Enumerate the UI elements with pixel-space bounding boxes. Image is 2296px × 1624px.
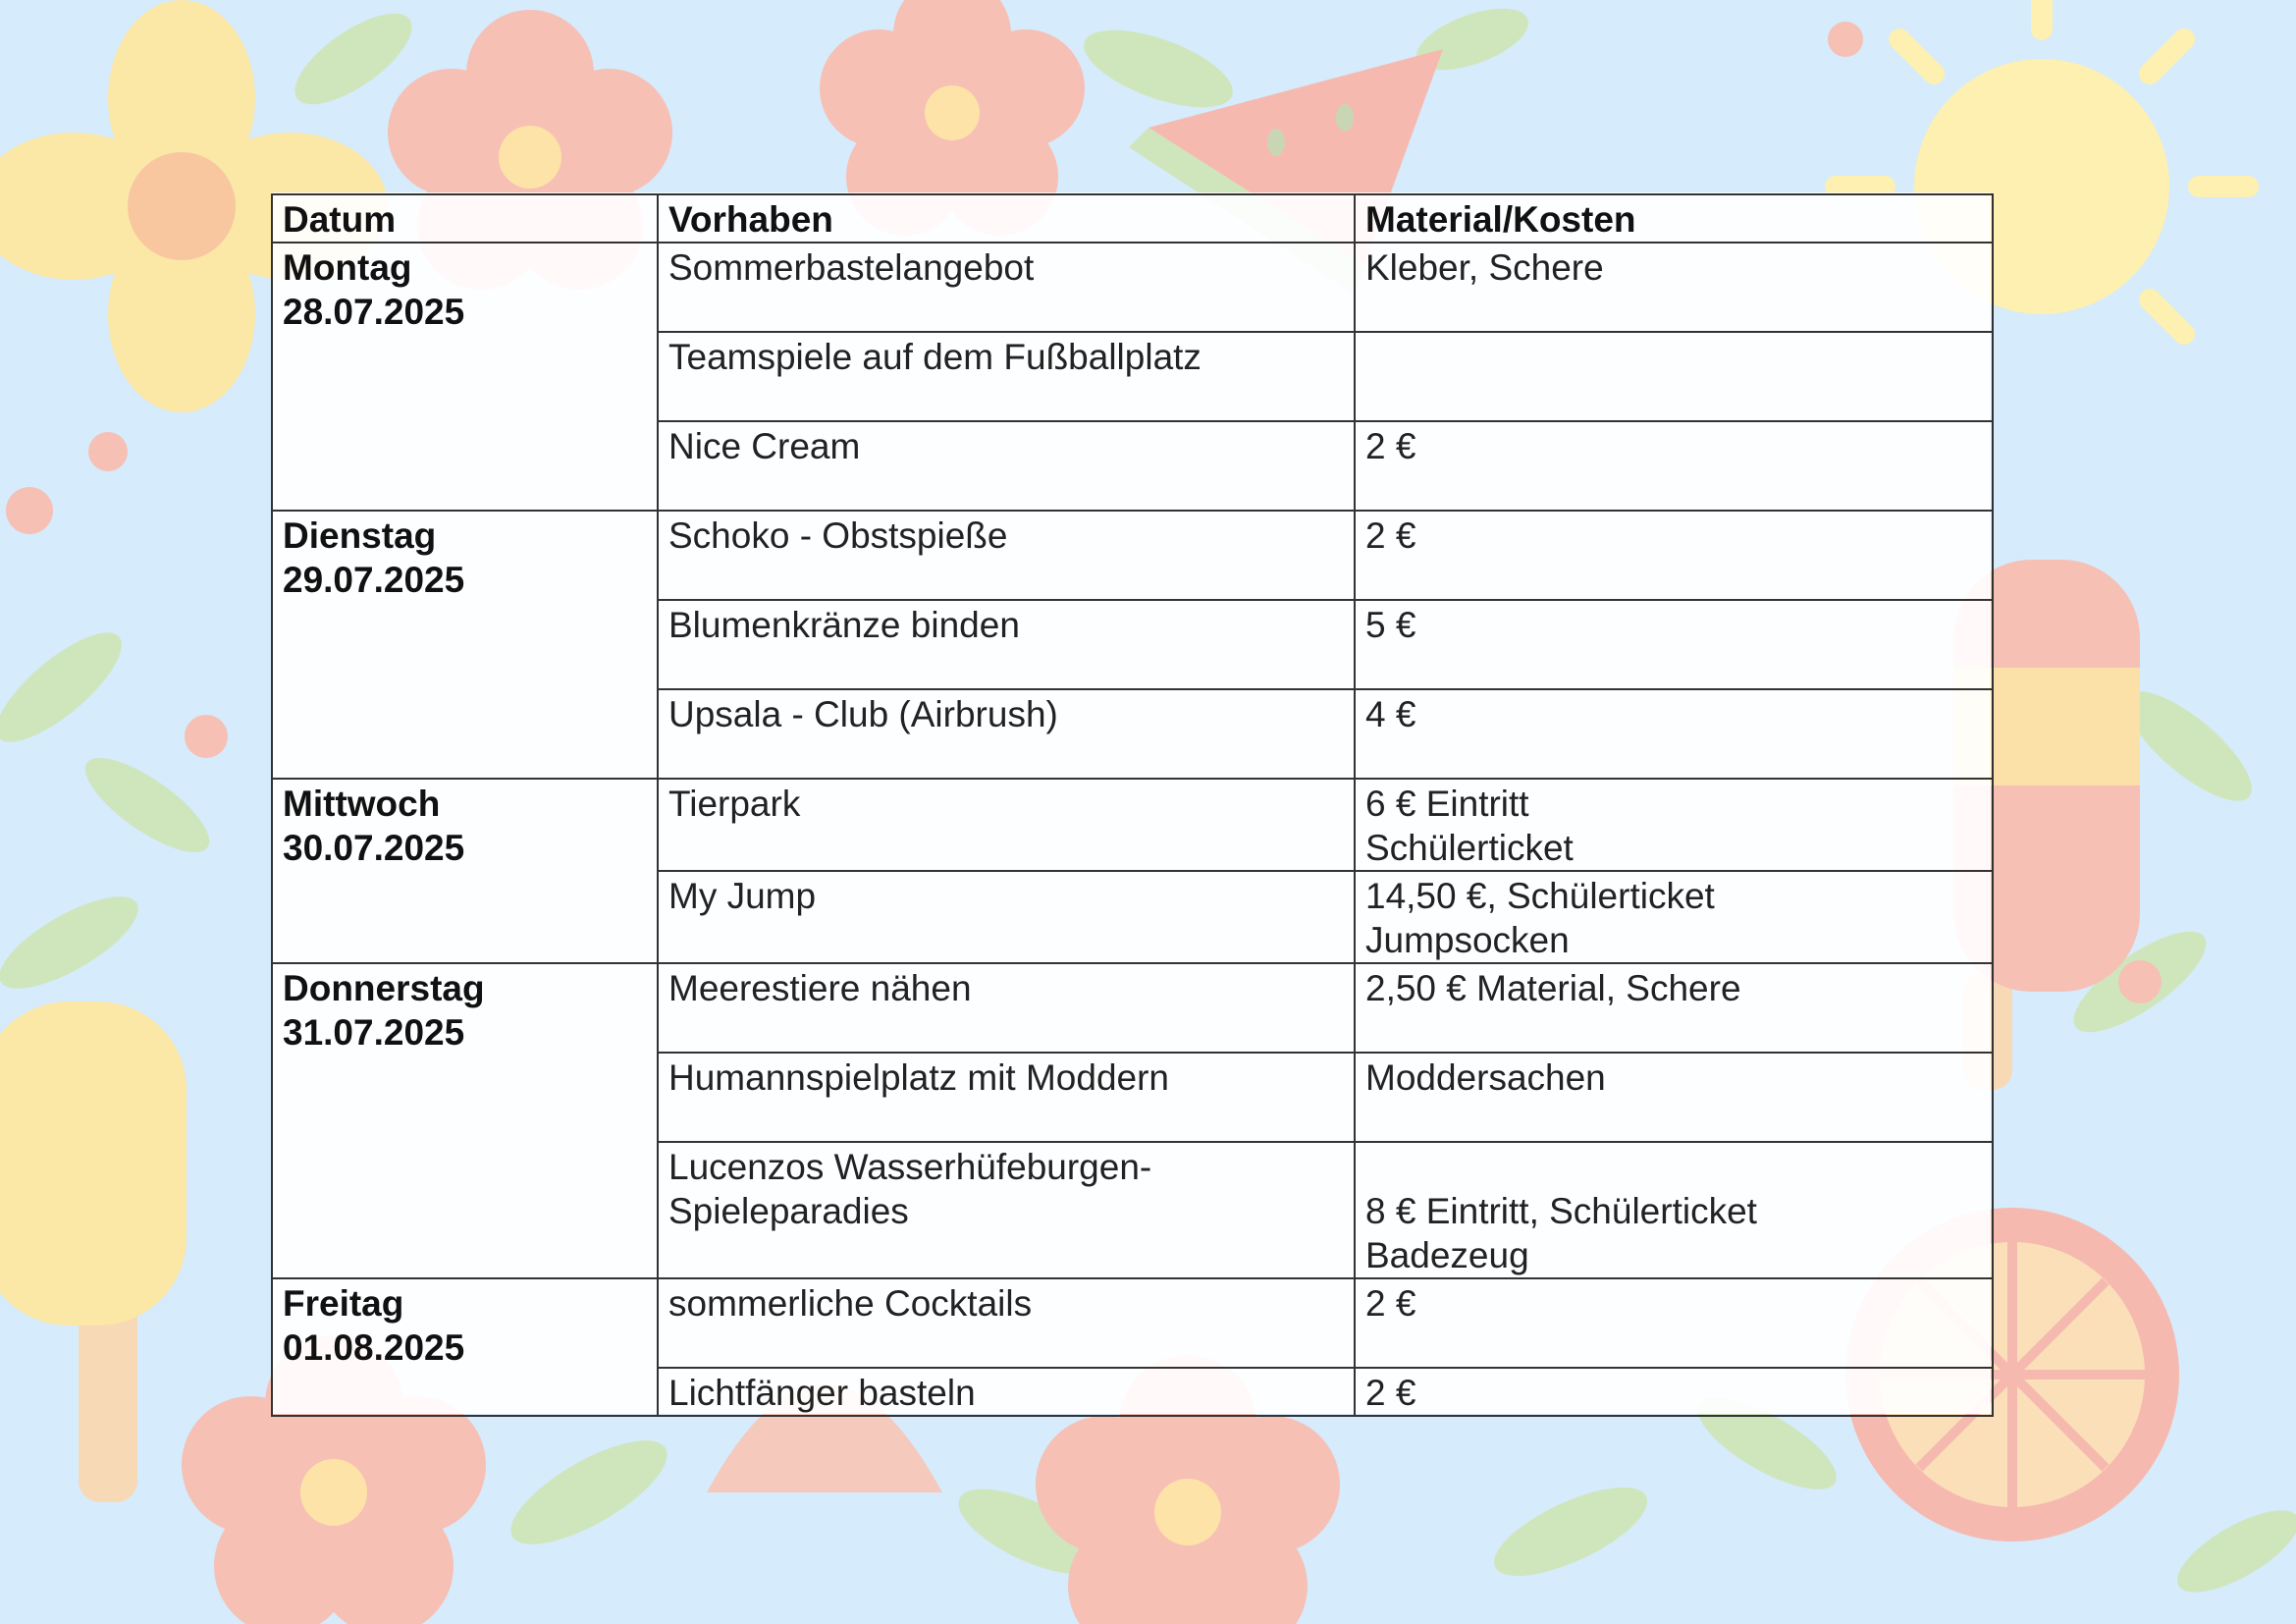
plan-cell: Blumenkränze binden [658,600,1355,689]
weekly-plan-table [271,193,1994,1417]
plan-cell: Humannspielplatz mit Moddern [658,1053,1355,1142]
day-cell: Freitag 01.08.2025 [272,1278,658,1416]
header-row [272,194,1993,243]
header-plan: Vorhaben [658,194,1355,243]
plan-cell: Lichtfänger basteln [658,1368,1355,1416]
day-cell: Dienstag 29.07.2025 [272,511,658,779]
plan-cell: Meerestiere nähen [658,963,1355,1053]
plan-cell: Sommerbastelangebot [658,243,1355,332]
cost-cell: 6 € Eintritt Schülerticket [1355,779,1993,871]
cost-cell: Kleber, Schere [1355,243,1993,332]
cost-cell: 8 € Eintritt, Schülerticket Badezeug [1355,1142,1993,1278]
header-cost: Material/Kosten [1355,194,1993,243]
cost-cell: 2 € [1355,1368,1993,1416]
plan-cell: Schoko - Obstspieße [658,511,1355,600]
header-date: Datum [272,194,658,243]
table-row [272,243,1993,332]
day-cell: Mittwoch 30.07.2025 [272,779,658,963]
cost-cell: 2 € [1355,1278,1993,1368]
cost-cell: 2 € [1355,511,1993,600]
cost-cell: 5 € [1355,600,1993,689]
popsicle-icon [0,1001,187,1502]
plan-cell: Lucenzos Wasserhüfeburgen- Spieleparadies [658,1142,1355,1278]
cost-cell: Moddersachen [1355,1053,1993,1142]
cost-cell: 2 € [1355,421,1993,511]
day-cell: Donnerstag 31.07.2025 [272,963,658,1278]
table-row [272,511,1993,600]
plan-cell: Nice Cream [658,421,1355,511]
plan-cell: My Jump [658,871,1355,963]
plan-cell: Tierpark [658,779,1355,871]
cost-cell: 14,50 €, Schülerticket Jumpsocken [1355,871,1993,963]
table-row [272,963,1993,1053]
table-row [272,1278,1993,1368]
table-row [272,779,1993,871]
plan-cell: sommerliche Cocktails [658,1278,1355,1368]
day-cell: Montag 28.07.2025 [272,243,658,511]
cost-cell: 4 € [1355,689,1993,779]
cost-cell: 2,50 € Material, Schere [1355,963,1993,1053]
cost-cell [1355,332,1993,421]
plan-cell: Upsala - Club (Airbrush) [658,689,1355,779]
plan-cell: Teamspiele auf dem Fußballplatz [658,332,1355,421]
